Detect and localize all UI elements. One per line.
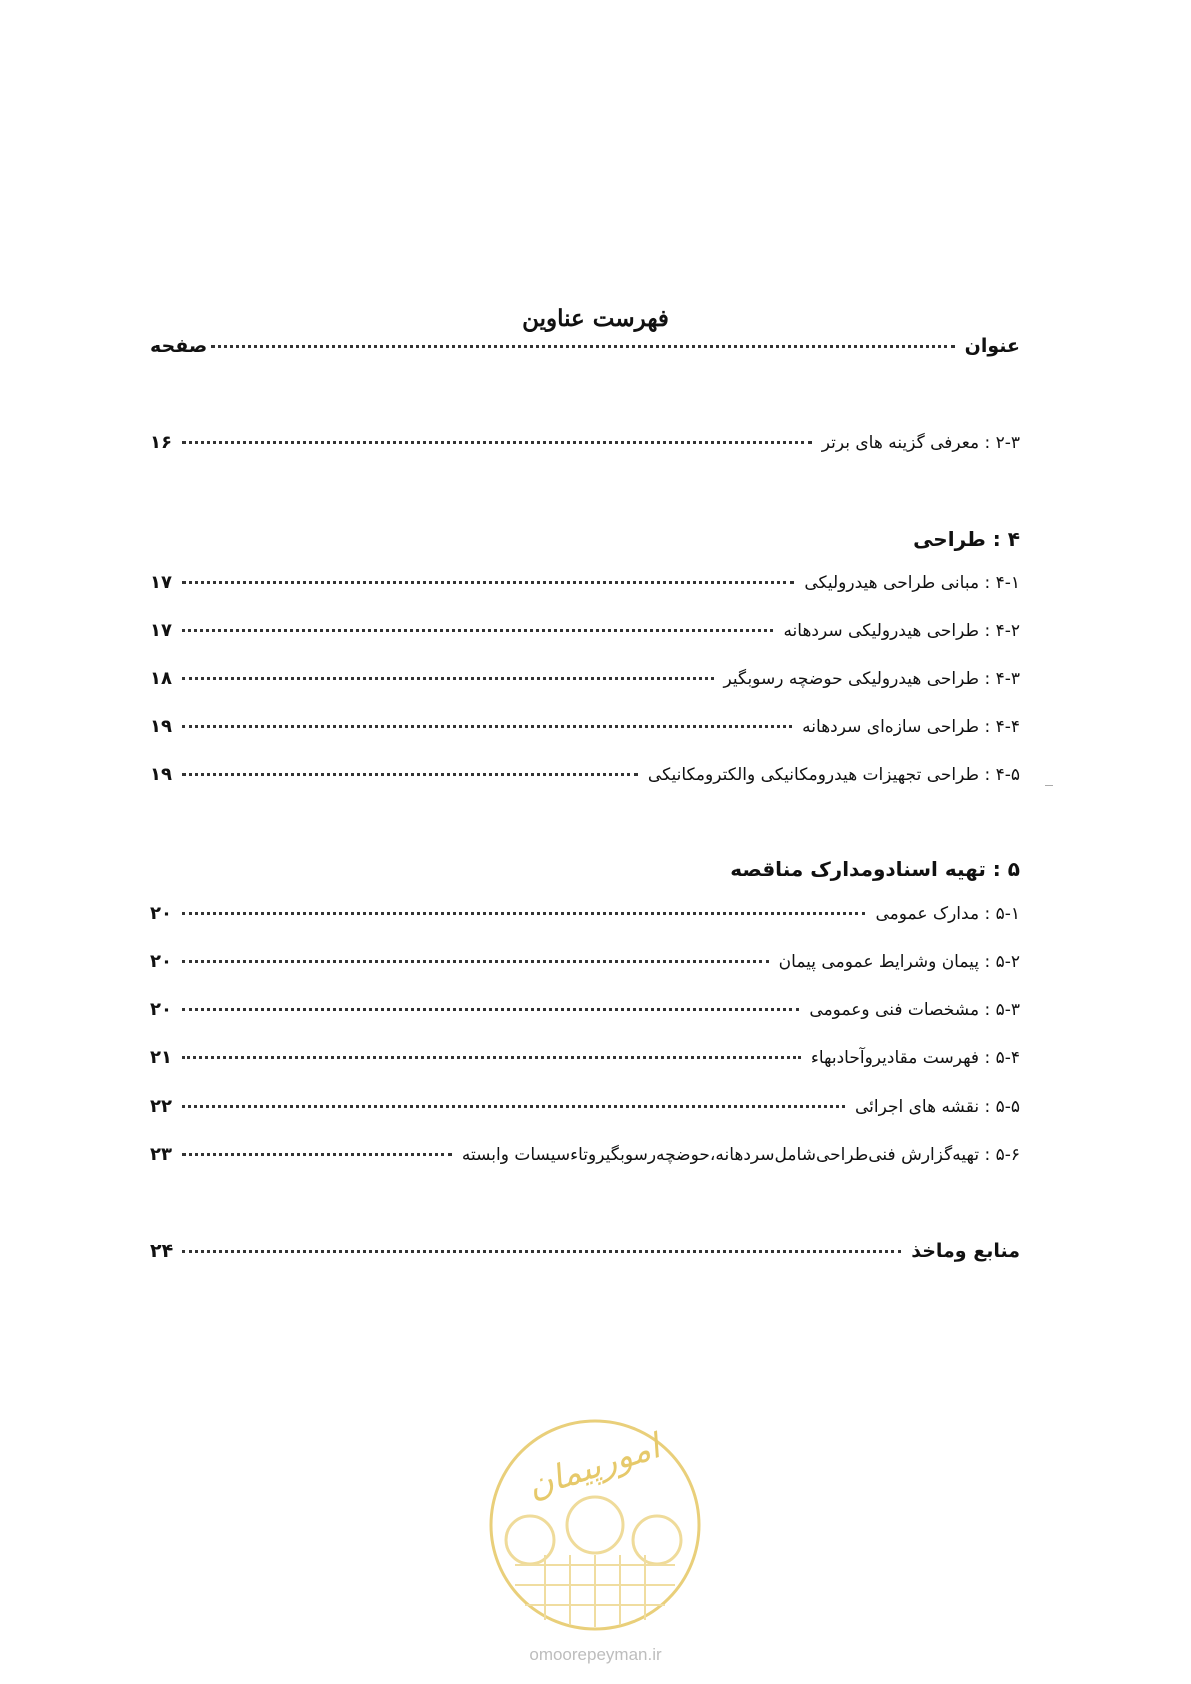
leader-dots <box>182 1153 452 1156</box>
toc-entry-label: ۵-۵ : نقشه های اجرائی <box>854 1097 1020 1117</box>
toc-entry-page: ۱۸ <box>150 668 172 689</box>
toc-entry-page: ۲۲ <box>150 1096 172 1117</box>
margin-mark <box>1045 785 1053 786</box>
toc-entry-label: ۵-۳ : مشخصات فنی وعمومی <box>809 1000 1020 1020</box>
column-title-label: عنوان <box>964 335 1020 357</box>
toc-entry[interactable] <box>150 764 1020 798</box>
toc-entry[interactable] <box>150 716 1020 750</box>
toc-header-row <box>150 335 1020 369</box>
toc-entry[interactable] <box>150 999 1020 1033</box>
leader-dots <box>211 345 954 348</box>
leader-dots <box>182 677 714 680</box>
toc-entry-references[interactable] <box>150 1240 1020 1274</box>
toc-entry[interactable] <box>150 951 1020 985</box>
toc-entry-label: ۴-۴ : طراحی سازه‌ای سردهانه <box>802 717 1020 737</box>
toc-entry-page: ۲۱ <box>150 1047 172 1068</box>
toc-entry-label: ۵-۶ : تهیه‌گزارش فنی‌طراحی‌شامل‌سردهانه،حوضچه‌رسوبگیروتاءسیسات وابسته <box>461 1145 1020 1165</box>
toc-entry[interactable] <box>150 903 1020 937</box>
leader-dots <box>182 1008 799 1011</box>
toc-entry-page: ۱۹ <box>150 716 172 737</box>
toc-entry[interactable] <box>150 620 1020 654</box>
leader-dots <box>182 629 773 632</box>
toc-entry-label: ۴-۳ : طراحی هیدرولیکی حوضچه رسوبگیر <box>723 669 1020 689</box>
toc-entry-label: ۵-۴ : فهرست مقادیروآحادبهاء <box>810 1048 1020 1068</box>
watermark-seal-logo <box>485 1415 705 1635</box>
toc-entry-page: ۲۴ <box>150 1240 174 1262</box>
toc-entry[interactable] <box>150 1047 1020 1081</box>
leader-dots <box>182 1105 845 1108</box>
toc-entry-page: ۲۰ <box>150 951 172 972</box>
toc-title: فهرست عناوین <box>522 305 669 332</box>
toc-entry-page: ۲۰ <box>150 999 172 1020</box>
toc-entry[interactable] <box>150 432 1020 466</box>
toc-entry-label: ۵-۱ : مدارک عمومی <box>875 904 1020 924</box>
chapter-heading: ۴ : طراحی <box>913 527 1020 551</box>
toc-entry[interactable] <box>150 668 1020 702</box>
leader-dots <box>182 773 638 776</box>
leader-dots <box>182 725 792 728</box>
toc-entry[interactable] <box>150 1144 1020 1178</box>
seal-lettering: امورپیمان <box>522 1426 665 1507</box>
toc-entry-page: ۱۹ <box>150 764 172 785</box>
toc-entry-page: ۲۰ <box>150 903 172 924</box>
chapter-heading: ۵ : تهیه اسنادومدارک مناقصه <box>730 857 1020 881</box>
toc-entry[interactable] <box>150 572 1020 606</box>
column-page-label: صفحه <box>150 335 208 357</box>
toc-entry-page: ۱۷ <box>150 620 172 641</box>
toc-entry-label: ۴-۱ : مبانی طراحی هیدرولیکی <box>804 573 1020 593</box>
toc-entry-label: ۴-۲ : طراحی هیدرولیکی سردهانه <box>783 621 1020 641</box>
toc-entry-page: ۱۶ <box>150 432 172 453</box>
toc-entry-page: ۱۷ <box>150 572 172 593</box>
toc-entry-page: ۲۳ <box>150 1144 172 1165</box>
leader-dots <box>182 912 865 915</box>
leader-dots <box>182 581 794 584</box>
leader-dots <box>182 441 812 444</box>
leader-dots <box>182 960 769 963</box>
watermark-website: omoorepeyman.ir <box>529 1645 662 1664</box>
leader-dots <box>182 1056 801 1059</box>
leader-dots <box>182 1250 901 1253</box>
toc-entry-label: ۲-۳ : معرفی گزینه های برتر <box>821 433 1020 453</box>
toc-entry-label: ۴-۵ : طراحی تجهیزات هیدرومکانیکی والکترومکانیکی <box>647 765 1020 785</box>
toc-entry[interactable] <box>150 1096 1020 1130</box>
toc-entry-label: منابع وماخذ <box>911 1240 1020 1262</box>
toc-entry-label: ۵-۲ : پیمان وشرایط عمومی پیمان <box>778 952 1020 972</box>
